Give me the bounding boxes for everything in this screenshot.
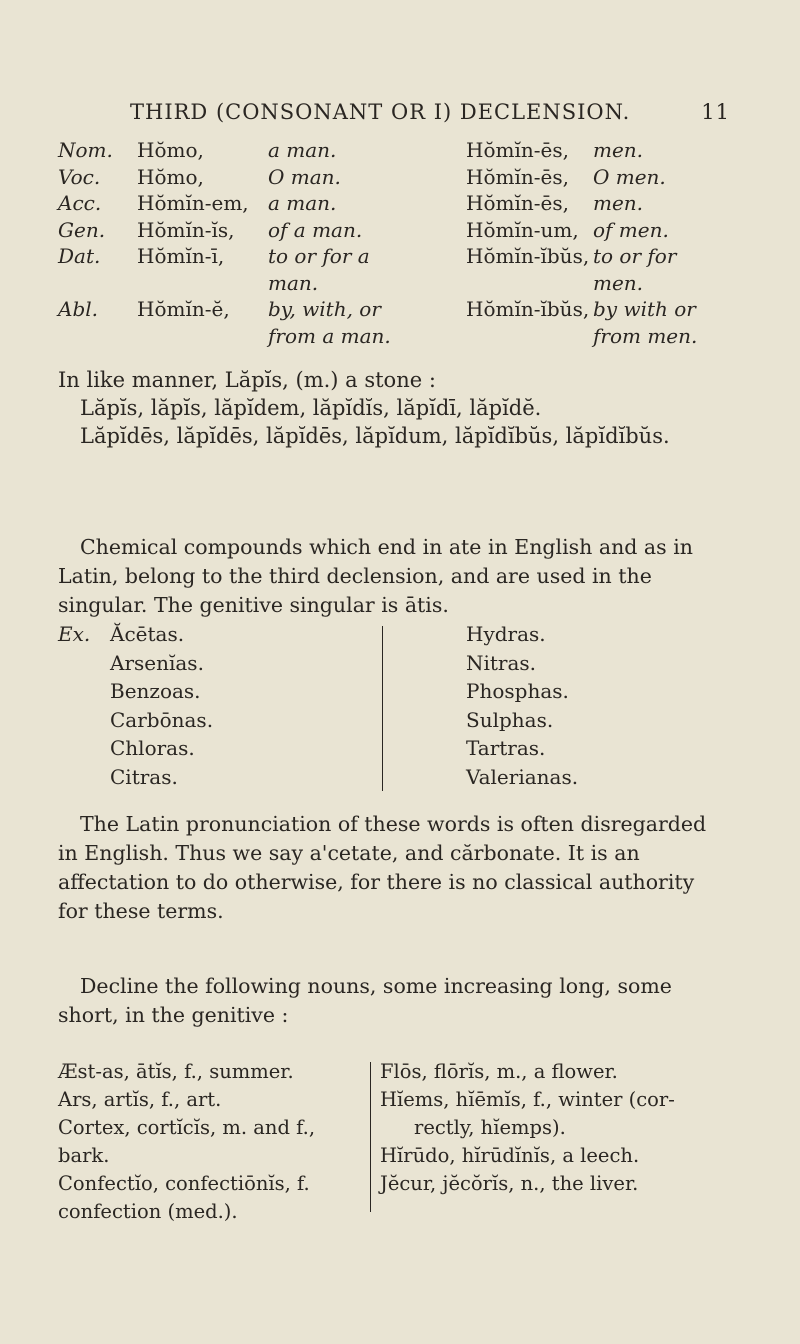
singular-form: Hŏmĭn-em, — [137, 191, 249, 215]
lapis-plural: Lăpĭdēs, lăpĭdēs, lăpĭdēs, lăpĭdum, lăpĭdĭbŭs, lăpĭdĭbŭs. — [80, 424, 670, 448]
case-label: Gen. — [58, 217, 106, 242]
plural-form: Hŏmĭn-ĭbŭs, — [466, 244, 590, 268]
lapis-paradigm — [58, 366, 758, 450]
plural-meaning: men. — [593, 191, 644, 215]
paradigm-row — [58, 218, 758, 245]
example-label: Ex. — [58, 622, 91, 646]
paradigm-row — [58, 297, 758, 324]
noun-entry: Hĭrūdo, hĭrūdĭnĭs, a leech. — [380, 1144, 640, 1167]
plural-form: Hŏmĭn-ĭbŭs, — [466, 297, 590, 321]
example-item: Benzoas. — [110, 679, 201, 703]
plural-meaning: to or for — [593, 244, 677, 268]
text-line: in English. Thus we say a'cetate, and cărbonate. It is an — [58, 841, 640, 865]
noun-entry: Flōs, flōrĭs, m., a flower. — [380, 1060, 618, 1083]
plural-form: Hŏmĭn-um, — [466, 217, 579, 242]
noun-entry: Hĭems, hĭēmĭs, f., winter (cor- — [380, 1088, 675, 1111]
paradigm-row — [58, 165, 758, 192]
plural-meaning: of men. — [593, 217, 669, 242]
singular-meaning: a man. — [268, 138, 337, 162]
example-item: Arsenĭas. — [110, 650, 204, 675]
plural-meaning: O men. — [593, 164, 666, 189]
paradigm-row — [58, 138, 758, 165]
case-label: Abl. — [58, 297, 98, 321]
noun-entry-continued: confection (med.). — [58, 1200, 238, 1223]
singular-meaning: man. — [268, 270, 319, 295]
plural-meaning: from men. — [593, 323, 698, 348]
text-line: affectation to do otherwise, for there is no classical authority — [58, 870, 695, 894]
noun-entry: Cortex, cortĭcĭs, m. and f., bark. — [58, 1116, 316, 1167]
example-item: Citras. — [110, 764, 178, 789]
chemical-compounds-paragraph — [58, 533, 758, 620]
paradigm-row — [58, 324, 758, 351]
example-item: Valerianas. — [466, 764, 579, 789]
paradigm-table — [58, 138, 758, 350]
example-item: Tartras. — [466, 736, 546, 760]
header-title: THIRD (CONSONANT OR I) DECLENSION. — [130, 100, 631, 124]
noun-entry: Ars, artĭs, f., art. — [58, 1088, 222, 1111]
case-label: Dat. — [58, 244, 101, 268]
text-line: Decline the following nouns, some increasing long, some — [80, 974, 672, 998]
example-item: Sulphas. — [466, 707, 554, 732]
plural-meaning: men. — [593, 138, 644, 162]
noun-entry: Confectĭo, confectiōnĭs, f. — [58, 1172, 310, 1195]
running-header — [130, 100, 730, 124]
singular-meaning: by, with, or — [268, 297, 381, 321]
text-line: The Latin pronunciation of these words is often disregarded — [80, 812, 707, 836]
column-divider — [382, 626, 383, 791]
plural-form: Hŏmĭn-ēs, — [466, 164, 569, 189]
lapis-singular: Lăpĭs, lăpĭs, lăpĭdem, lăpĭdĭs, lăpĭdī, lăpĭdĕ. — [80, 396, 542, 420]
singular-form: Hŏmo, — [137, 138, 204, 162]
case-label: Voc. — [58, 164, 101, 189]
text-line: Chemical compounds which end in ate in English and as in — [80, 535, 693, 559]
example-item: Chloras. — [110, 736, 195, 760]
examples-right-column — [466, 620, 578, 791]
lapis-intro: In like manner, Lăpĭs, (m.) a stone : — [58, 368, 436, 392]
singular-meaning: of a man. — [268, 217, 363, 242]
decline-instruction — [58, 972, 758, 1030]
example-item: Ăcētas. — [110, 622, 185, 646]
singular-form: Hŏmĭn-ī, — [137, 244, 225, 268]
plural-meaning: men. — [593, 270, 644, 295]
text-line: short, in the genitive : — [58, 1003, 289, 1027]
case-label: Acc. — [58, 191, 102, 215]
example-item: Carbōnas. — [110, 707, 214, 732]
page-number: 11 — [701, 100, 730, 124]
text-line: for these terms. — [58, 899, 224, 923]
decline-right-column — [380, 1058, 770, 1198]
noun-entry-continued: rectly, hĭemps). — [414, 1116, 566, 1139]
singular-meaning: a man. — [268, 191, 337, 215]
text-line: Latin, belong to the third declension, and are used in the — [58, 564, 652, 588]
example-item: Nitras. — [466, 650, 537, 675]
pronunciation-paragraph — [58, 810, 758, 926]
singular-form: Hŏmĭn-ĕ, — [137, 297, 230, 321]
text-line: singular. The genitive singular is ātis. — [58, 593, 449, 617]
paradigm-row — [58, 191, 758, 218]
paradigm-row — [58, 244, 758, 271]
singular-form: Hŏmĭn-ĭs, — [137, 217, 235, 242]
example-item: Hydras. — [466, 622, 546, 646]
plural-form: Hŏmĭn-ēs, — [466, 138, 569, 162]
paradigm-row — [58, 271, 758, 298]
case-label: Nom. — [58, 138, 113, 162]
singular-meaning: to or for a — [268, 244, 370, 268]
singular-form: Hŏmo, — [137, 164, 204, 189]
column-divider — [370, 1062, 371, 1212]
decline-left-column — [58, 1058, 368, 1226]
singular-meaning: O man. — [268, 164, 341, 189]
plural-form: Hŏmĭn-ēs, — [466, 191, 569, 215]
plural-meaning: by with or — [593, 297, 696, 321]
singular-meaning: from a man. — [268, 323, 391, 348]
example-item: Phosphas. — [466, 679, 569, 703]
noun-entry: Æst-as, ātĭs, f., summer. — [58, 1060, 294, 1083]
noun-entry: Jĕcur, jĕcŏrĭs, n., the liver. — [380, 1172, 639, 1195]
